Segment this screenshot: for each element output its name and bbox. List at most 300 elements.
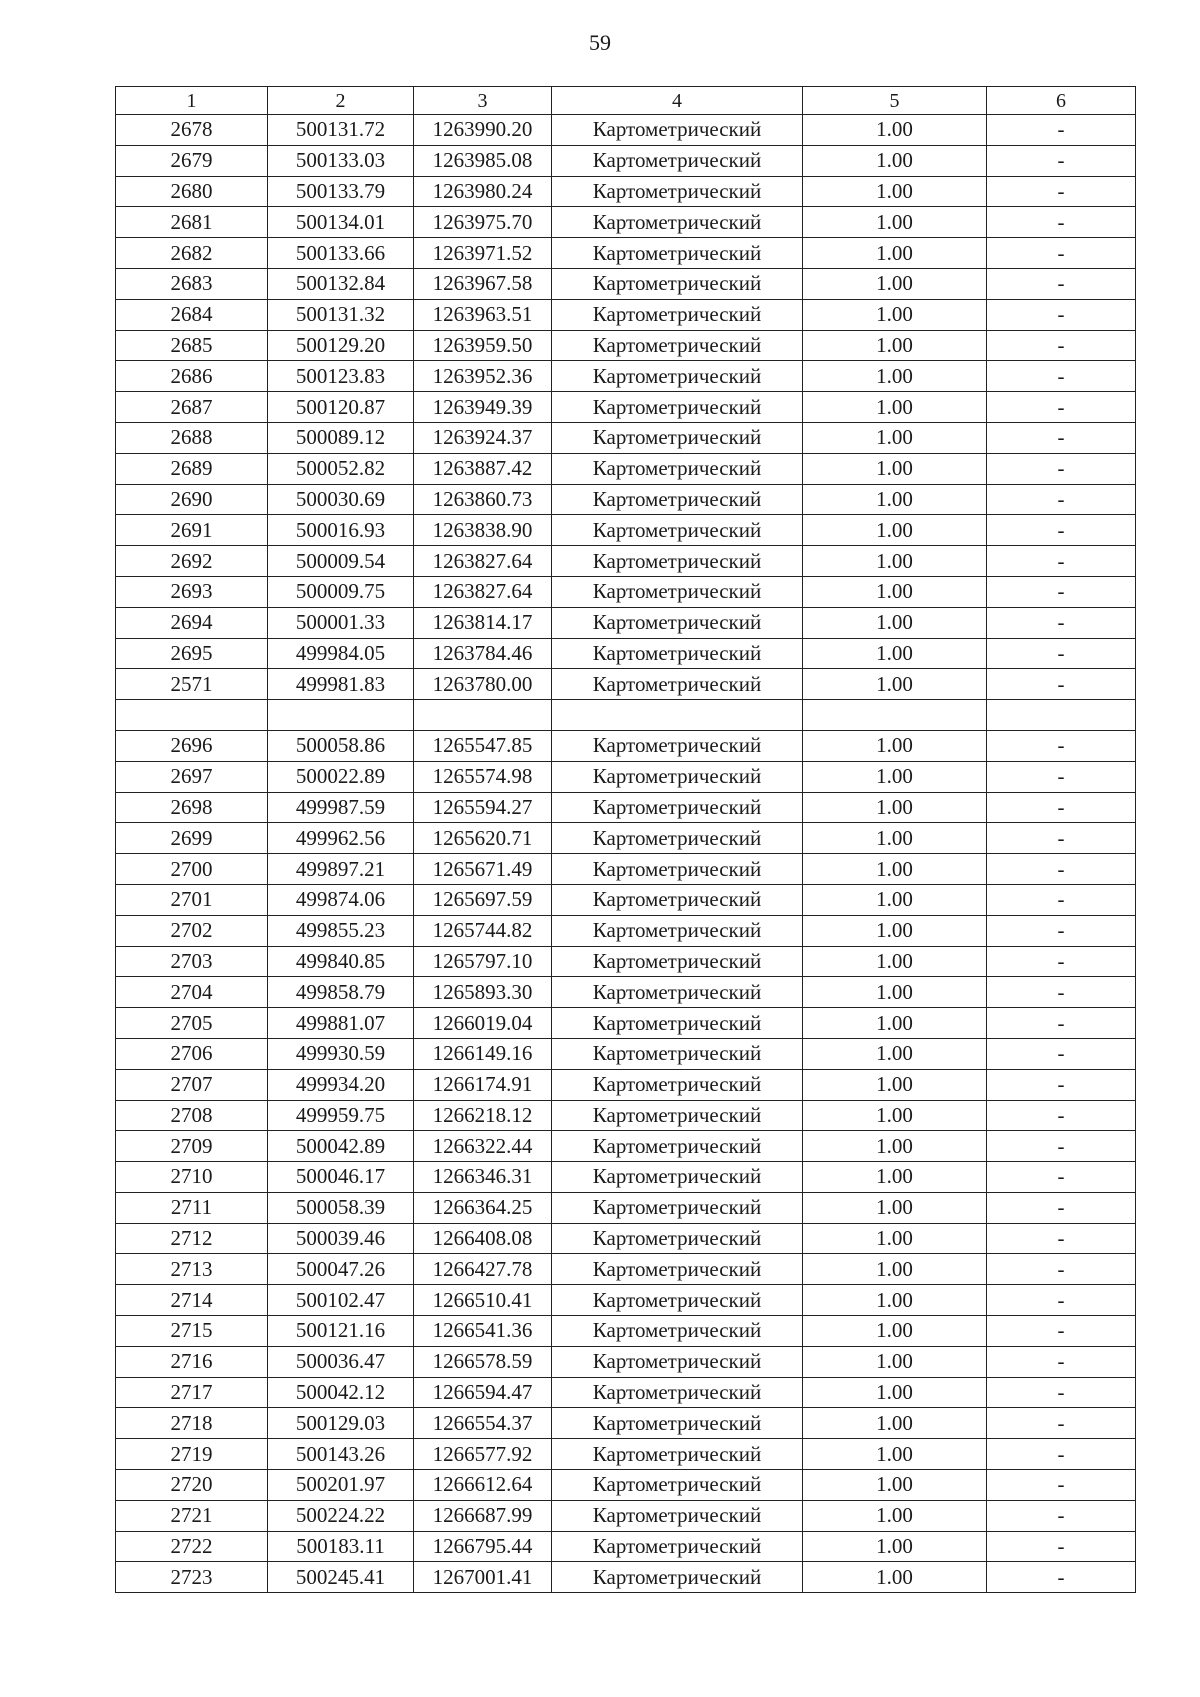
table-cell: 500129.20 [268,330,414,361]
table-cell: 1265893.30 [414,977,552,1008]
table-row [116,330,1136,361]
table-cell: 1263814.17 [414,607,552,638]
table-row [116,792,1136,823]
table-cell: 1266427.78 [414,1254,552,1285]
table-cell: 2713 [116,1254,268,1285]
table-cell: 2720 [116,1470,268,1501]
table-cell: 1266149.16 [414,1038,552,1069]
table-cell: 500058.39 [268,1192,414,1223]
table-cell: 499987.59 [268,792,414,823]
table-cell: 2682 [116,238,268,269]
table-cell: 2712 [116,1223,268,1254]
column-header: 5 [803,87,987,115]
table-cell: 1.00 [803,823,987,854]
column-header: 4 [552,87,803,115]
table-cell: 2691 [116,515,268,546]
table-cell: 2716 [116,1346,268,1377]
table-cell: 1263980.24 [414,176,552,207]
table-cell: 1.00 [803,1131,987,1162]
table-cell: 1.00 [803,946,987,977]
table-cell: - [987,1254,1136,1285]
table-cell: 1266322.44 [414,1131,552,1162]
table-cell: 500009.75 [268,576,414,607]
table-row [116,761,1136,792]
table-cell [987,700,1136,731]
table-body [116,115,1136,1593]
table-cell: 2690 [116,484,268,515]
table-cell: 500134.01 [268,207,414,238]
table-cell: 499930.59 [268,1038,414,1069]
table-cell: 1263971.52 [414,238,552,269]
table-cell: Картометрический [552,238,803,269]
table-cell: 500201.97 [268,1470,414,1501]
table-cell: 499981.83 [268,669,414,700]
table-cell: 1263985.08 [414,145,552,176]
table-cell: 500133.03 [268,145,414,176]
table-cell: 1.00 [803,546,987,577]
table-cell: 1265547.85 [414,730,552,761]
table-cell: Картометрический [552,1131,803,1162]
column-header: 6 [987,87,1136,115]
table-cell: 2685 [116,330,268,361]
table-cell: - [987,1223,1136,1254]
table-cell: Картометрический [552,115,803,146]
table-cell: 1.00 [803,207,987,238]
table-row [116,1439,1136,1470]
table-cell: - [987,669,1136,700]
table-cell: Картометрический [552,1408,803,1439]
table-cell: 500042.12 [268,1377,414,1408]
table-cell: 1.00 [803,1346,987,1377]
table-cell: 1266554.37 [414,1408,552,1439]
table-cell: 1.00 [803,1008,987,1039]
column-header: 1 [116,87,268,115]
table-cell: 500042.89 [268,1131,414,1162]
table-cell: Картометрический [552,669,803,700]
table-cell: 2710 [116,1162,268,1193]
table-cell: Картометрический [552,638,803,669]
table-cell: 1265620.71 [414,823,552,854]
table-cell: 500183.11 [268,1531,414,1562]
table-row [116,638,1136,669]
table-cell: 500022.89 [268,761,414,792]
table-cell: Картометрический [552,1470,803,1501]
table-cell: 1.00 [803,392,987,423]
table-cell: 1.00 [803,176,987,207]
table-row [116,1346,1136,1377]
table-row [116,607,1136,638]
table-row [116,884,1136,915]
table-cell: 1.00 [803,1470,987,1501]
table-cell: Картометрический [552,576,803,607]
table-cell: 1263952.36 [414,361,552,392]
table-cell: - [987,1100,1136,1131]
table-cell: Картометрический [552,1008,803,1039]
table-row [116,1038,1136,1069]
table-cell: - [987,638,1136,669]
table-cell: 499962.56 [268,823,414,854]
table-cell: 1.00 [803,792,987,823]
table-row [116,1285,1136,1316]
page-number: 59 [589,30,611,55]
table-cell: 1.00 [803,761,987,792]
table-cell: - [987,546,1136,577]
column-header: 2 [268,87,414,115]
table-row [116,238,1136,269]
table-cell [552,700,803,731]
table-cell: 500102.47 [268,1285,414,1316]
table-cell: - [987,823,1136,854]
table-cell: 2723 [116,1562,268,1593]
table-cell: 2709 [116,1131,268,1162]
table-cell: - [987,977,1136,1008]
table-cell: - [987,1316,1136,1347]
table-cell: Картометрический [552,915,803,946]
table-row [116,823,1136,854]
table-cell: 1263959.50 [414,330,552,361]
table-row [116,1131,1136,1162]
table-cell: 2707 [116,1069,268,1100]
table-cell: 1.00 [803,607,987,638]
table-cell: - [987,1192,1136,1223]
table-row [116,1316,1136,1347]
table-cell: - [987,392,1136,423]
table-cell: 1266510.41 [414,1285,552,1316]
table-cell: 1.00 [803,484,987,515]
table-cell: 1.00 [803,330,987,361]
table-cell: 2698 [116,792,268,823]
table-cell: Картометрический [552,761,803,792]
table-cell: 2692 [116,546,268,577]
table-cell: 500058.86 [268,730,414,761]
table-header [116,87,1136,115]
table-cell: Картометрический [552,1377,803,1408]
table-cell: 1266612.64 [414,1470,552,1501]
table-cell: 1.00 [803,576,987,607]
table-row [116,176,1136,207]
table-cell: 1266577.92 [414,1439,552,1470]
table-row [116,268,1136,299]
table-cell: 1.00 [803,1254,987,1285]
table-cell: 2697 [116,761,268,792]
table-cell: - [987,330,1136,361]
table-row [116,1562,1136,1593]
table-cell: 500129.03 [268,1408,414,1439]
table-cell: 1.00 [803,1192,987,1223]
table-cell: 499858.79 [268,977,414,1008]
table-row [116,1254,1136,1285]
table-cell: 2703 [116,946,268,977]
table-cell: 1263784.46 [414,638,552,669]
table-cell: 499881.07 [268,1008,414,1039]
table-cell: - [987,946,1136,977]
table-row [116,1500,1136,1531]
table-cell: 499855.23 [268,915,414,946]
table-cell: 500121.16 [268,1316,414,1347]
table-cell: 1266687.99 [414,1500,552,1531]
table-cell: Картометрический [552,361,803,392]
table-cell: 1.00 [803,854,987,885]
table-cell: 2686 [116,361,268,392]
table-cell: 499984.05 [268,638,414,669]
table-cell: 1263975.70 [414,207,552,238]
table-cell: 2719 [116,1439,268,1470]
table-cell: Картометрический [552,515,803,546]
table-cell: 1266578.59 [414,1346,552,1377]
table-cell: Картометрический [552,1500,803,1531]
table-cell: Картометрический [552,546,803,577]
table-row [116,422,1136,453]
table-cell: Картометрический [552,1316,803,1347]
table-cell: 1266594.47 [414,1377,552,1408]
table-row [116,1162,1136,1193]
table-cell: Картометрический [552,1254,803,1285]
table-cell: Картометрический [552,453,803,484]
table-row [116,854,1136,885]
table-cell: 1263924.37 [414,422,552,453]
table-cell: 1.00 [803,884,987,915]
table-cell [803,700,987,731]
table-cell: 2571 [116,669,268,700]
table-cell: 1265594.27 [414,792,552,823]
table-cell: - [987,453,1136,484]
table-cell: - [987,607,1136,638]
table-cell: 1.00 [803,669,987,700]
table-cell: 2684 [116,299,268,330]
table-cell: 1.00 [803,268,987,299]
table-cell: Картометрический [552,1531,803,1562]
table-cell: Картометрический [552,207,803,238]
table-cell: - [987,1038,1136,1069]
table-cell: 2722 [116,1531,268,1562]
table-row [116,392,1136,423]
table-cell: 2705 [116,1008,268,1039]
table-cell: Картометрический [552,730,803,761]
table-cell: 1.00 [803,1100,987,1131]
table-cell: 2678 [116,115,268,146]
table-cell: - [987,730,1136,761]
table-cell: - [987,1285,1136,1316]
table-cell: 500009.54 [268,546,414,577]
table-cell: 1.00 [803,361,987,392]
table-cell: 500046.17 [268,1162,414,1193]
table-cell: 2689 [116,453,268,484]
table-cell: - [987,761,1136,792]
table-cell [414,700,552,731]
table-cell: Картометрический [552,1192,803,1223]
table-cell: 1.00 [803,1316,987,1347]
table-cell: 1266364.25 [414,1192,552,1223]
table-cell: 499874.06 [268,884,414,915]
table-cell: Картометрический [552,1038,803,1069]
table-cell: 500224.22 [268,1500,414,1531]
table-cell: Картометрический [552,792,803,823]
table-cell: 1.00 [803,299,987,330]
table-cell: 1266408.08 [414,1223,552,1254]
table-row [116,361,1136,392]
table-cell: 500030.69 [268,484,414,515]
table-cell: Картометрический [552,607,803,638]
table-cell: 2708 [116,1100,268,1131]
table-cell: 500123.83 [268,361,414,392]
table-cell: 1.00 [803,638,987,669]
table-cell: Картометрический [552,823,803,854]
table-cell: 1263838.90 [414,515,552,546]
table-cell: 2706 [116,1038,268,1069]
table-cell: Картометрический [552,145,803,176]
table-cell: - [987,1069,1136,1100]
table-cell: 1.00 [803,453,987,484]
table-cell: 1266346.31 [414,1162,552,1193]
table-cell: 500143.26 [268,1439,414,1470]
table-cell: 1266218.12 [414,1100,552,1131]
table-cell: 1.00 [803,115,987,146]
table-cell: Картометрический [552,268,803,299]
table-cell: 1265797.10 [414,946,552,977]
table-row [116,1008,1136,1039]
table-cell: 1.00 [803,515,987,546]
table-cell: - [987,854,1136,885]
table-cell: - [987,1500,1136,1531]
table-row [116,977,1136,1008]
table-row [116,484,1136,515]
table-cell: - [987,115,1136,146]
header-row [116,87,1136,115]
table-cell: Картометрический [552,330,803,361]
table-cell: - [987,268,1136,299]
table-cell: Картометрический [552,1100,803,1131]
table-cell: 2694 [116,607,268,638]
table-cell: - [987,207,1136,238]
table-cell: 2702 [116,915,268,946]
table-cell: - [987,1439,1136,1470]
coordinates-table [115,86,1136,1593]
table-cell: - [987,1470,1136,1501]
table-cell: 1.00 [803,422,987,453]
table-row [116,1069,1136,1100]
table-cell: 1.00 [803,238,987,269]
table-cell: 1.00 [803,1285,987,1316]
table-cell: 1263949.39 [414,392,552,423]
table-cell: Картометрический [552,299,803,330]
table-cell: - [987,915,1136,946]
table-cell: 1265744.82 [414,915,552,946]
table-cell: 1266541.36 [414,1316,552,1347]
table-row [116,1192,1136,1223]
table-row [116,946,1136,977]
table-cell: 1263963.51 [414,299,552,330]
table-cell: Картометрический [552,1069,803,1100]
table-cell: - [987,1131,1136,1162]
table-cell: - [987,1377,1136,1408]
table-cell: Картометрический [552,1562,803,1593]
table-cell: 2688 [116,422,268,453]
table-cell: 500039.46 [268,1223,414,1254]
table-cell: 2704 [116,977,268,1008]
table-cell: 1263967.58 [414,268,552,299]
table-cell: 1267001.41 [414,1562,552,1593]
table-cell: 500245.41 [268,1562,414,1593]
table-cell: 1.00 [803,145,987,176]
table-cell: 2718 [116,1408,268,1439]
column-header: 3 [414,87,552,115]
table-cell: 2715 [116,1316,268,1347]
table-cell: - [987,1531,1136,1562]
table-cell: 1.00 [803,915,987,946]
table-cell: 1266019.04 [414,1008,552,1039]
table-row [116,1223,1136,1254]
table-cell: 500133.79 [268,176,414,207]
table-cell: Картометрический [552,176,803,207]
table-cell: 500131.32 [268,299,414,330]
table-cell: - [987,1562,1136,1593]
table-cell: - [987,145,1136,176]
table-cell: 1.00 [803,1439,987,1470]
table-cell: Картометрический [552,1439,803,1470]
table-cell: - [987,176,1136,207]
table-cell: 1266795.44 [414,1531,552,1562]
table-cell: 2693 [116,576,268,607]
table-cell: Картометрический [552,392,803,423]
table-cell: Картометрический [552,977,803,1008]
table-cell: 500036.47 [268,1346,414,1377]
table-cell: 1263827.64 [414,576,552,607]
table-cell: 2681 [116,207,268,238]
table-cell: - [987,1008,1136,1039]
table-cell: 1266174.91 [414,1069,552,1100]
table-cell: 1.00 [803,977,987,1008]
table-row [116,1408,1136,1439]
table-cell: - [987,299,1136,330]
table-row [116,207,1136,238]
table-cell: 1263780.00 [414,669,552,700]
table-row [116,915,1136,946]
table-row [116,576,1136,607]
table-row [116,145,1136,176]
table-cell: 500120.87 [268,392,414,423]
table-cell: 2714 [116,1285,268,1316]
table-cell: 500001.33 [268,607,414,638]
table-cell: - [987,576,1136,607]
table-cell [268,700,414,731]
table-cell: - [987,884,1136,915]
table-cell: - [987,1162,1136,1193]
table-cell: - [987,422,1136,453]
table-cell: - [987,792,1136,823]
table-cell: 1.00 [803,1162,987,1193]
table-row [116,1531,1136,1562]
table-cell: - [987,515,1136,546]
table-cell: 2687 [116,392,268,423]
table-cell: 2680 [116,176,268,207]
table-cell: Картометрический [552,1162,803,1193]
table-row [116,1377,1136,1408]
table-row [116,546,1136,577]
table-cell: 1263827.64 [414,546,552,577]
table-cell: 2683 [116,268,268,299]
table-cell: Картометрический [552,946,803,977]
table-cell: - [987,1346,1136,1377]
table-cell: - [987,238,1136,269]
table-cell: 2696 [116,730,268,761]
table-cell: 1.00 [803,1500,987,1531]
table-cell: 1263887.42 [414,453,552,484]
table-row [116,515,1136,546]
table-cell: 1.00 [803,1377,987,1408]
table-cell: 2701 [116,884,268,915]
table-cell: Картометрический [552,854,803,885]
table-cell: 1263860.73 [414,484,552,515]
